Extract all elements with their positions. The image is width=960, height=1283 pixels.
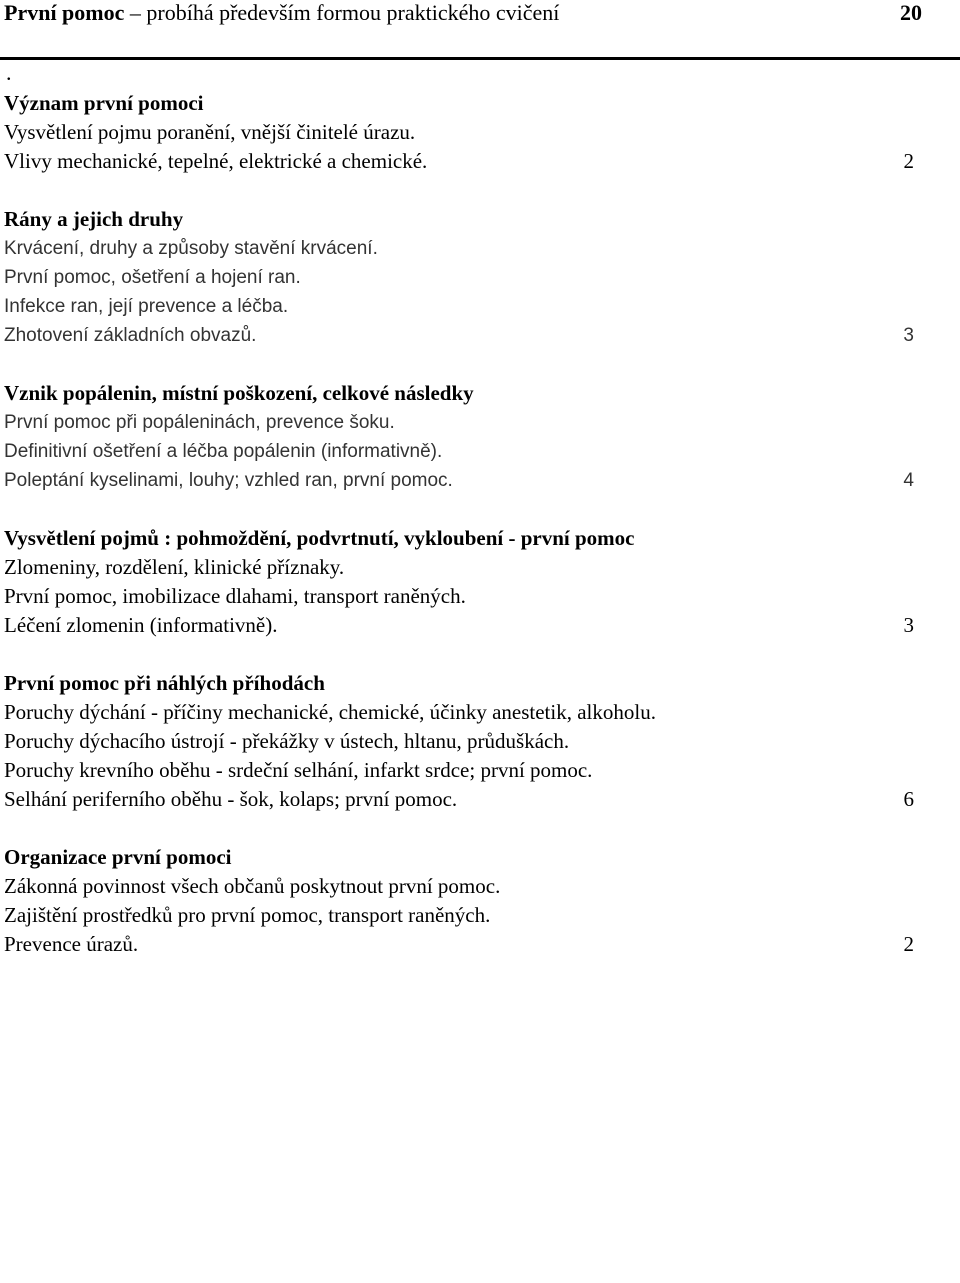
section-organizace-prvni-pomoci <box>4 843 914 959</box>
section-line: Zlomeniny, rozdělení, klinické příznaky. <box>4 555 345 579</box>
section-line: Zajištění prostředků pro první pomoc, transport raněných. <box>4 903 491 927</box>
section-vznik-popalenin <box>4 379 914 495</box>
section-heading: Význam první pomoci <box>4 91 204 115</box>
section-line: Krvácení, druhy a způsoby stavění krvácení. <box>4 238 378 259</box>
section-hours: 4 <box>903 470 914 491</box>
section-heading: Rány a jejich druhy <box>4 207 184 231</box>
section-vysvetleni-pojmu <box>4 524 914 640</box>
section-line: Zákonná povinnost všech občanů poskytnout první pomoc. <box>4 874 501 898</box>
section-vyznam-prvni-pomoci <box>4 89 914 176</box>
section-hours: 3 <box>903 325 914 346</box>
header-title-rest: – probíhá především formou praktického cvičení <box>124 0 560 25</box>
header-total-hours: 20 <box>900 0 922 25</box>
section-line: Zhotovení základních obvazů. <box>4 325 257 346</box>
section-line: Prevence úrazů. <box>4 932 139 956</box>
section-prvni-pomoc-nahle-prihody <box>4 669 914 814</box>
section-line: První pomoc, ošetření a hojení ran. <box>4 267 301 288</box>
header-title-bold: První pomoc <box>4 0 125 25</box>
sections-list <box>4 89 914 988</box>
section-line: Infekce ran, její prevence a léčba. <box>4 296 289 317</box>
section-line: Poleptání kyselinami, louhy; vzhled ran, první pomoc. <box>4 470 453 491</box>
section-line: První pomoc, imobilizace dlahami, transport raněných. <box>4 584 466 608</box>
section-heading: Vysvětlení pojmů : pohmoždění, podvrtnutí, vykloubení - první pomoc <box>4 526 635 550</box>
section-line: Definitivní ošetření a léčba popálenin (informativně). <box>4 441 443 462</box>
section-line: První pomoc při popáleninách, prevence šoku. <box>4 412 395 433</box>
section-hours: 2 <box>903 932 914 956</box>
section-rany-a-jejich-druhy <box>4 205 914 350</box>
header-divider <box>0 57 960 60</box>
section-hours: 6 <box>903 787 914 811</box>
section-line: Poruchy dýchání - příčiny mechanické, chemické, účinky anestetik, alkoholu. <box>4 700 656 724</box>
section-line: Poruchy krevního oběhu - srdeční selhání, infarkt srdce; první pomoc. <box>4 758 593 782</box>
section-line: Vlivy mechanické, tepelné, elektrické a chemické. <box>4 149 428 173</box>
section-heading: Vznik popálenin, místní poškození, celkové následky <box>4 381 474 405</box>
section-heading: První pomoc při náhlých příhodách <box>4 671 325 695</box>
section-line: Poruchy dýchacího ústrojí - překážky v ústech, hltanu, průduškách. <box>4 729 570 753</box>
stray-dot: . <box>6 60 12 85</box>
section-line: Vysvětlení pojmu poranění, vnější činitelé úrazu. <box>4 120 416 144</box>
section-line: Léčení zlomenin (informativně). <box>4 613 278 637</box>
document-header <box>4 0 922 28</box>
section-heading: Organizace první pomoci <box>4 845 232 869</box>
section-line: Selhání periferního oběhu - šok, kolaps; první pomoc. <box>4 787 458 811</box>
section-hours: 2 <box>903 149 914 173</box>
section-hours: 3 <box>903 613 914 637</box>
